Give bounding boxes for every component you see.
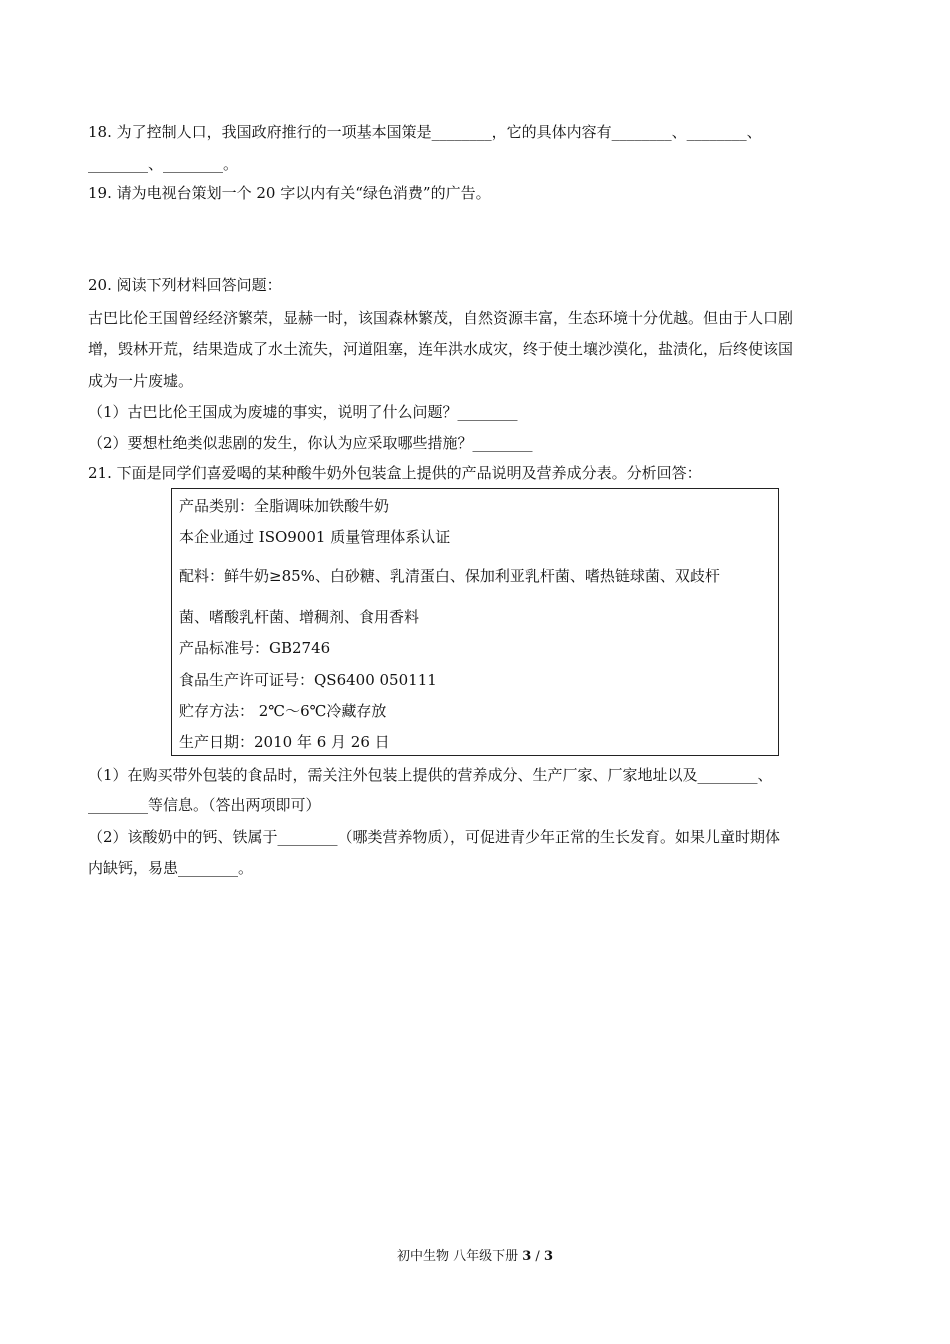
page-footer (0, 1248, 950, 1266)
q18-line-2: ________、________。 (88, 155, 239, 173)
footer-page-current: 3 (522, 1249, 532, 1264)
footer-text: 初中生物 八年级下册 (396, 1249, 523, 1264)
product-date: 生产日期：2010 年 6 月 26 日 (179, 733, 390, 751)
product-info-box (171, 488, 779, 756)
q21-sub-question-1-line-2: ________等信息。（答出两项即可） (88, 796, 321, 814)
product-category: 产品类别：全脂调味加铁酸牛奶 (179, 497, 390, 515)
product-license: 食品生产许可证号：QS6400 050111 (179, 671, 437, 689)
q20-material-line-2: 增，毁林开荒，结果造成了水土流失，河道阻塞，连年洪水成灾，终于使土壤沙漠化，盐渍化，后终使该国 (88, 340, 794, 358)
q20-material-line-3: 成为一片废墟。 (88, 372, 194, 390)
q21-stem: 21. 下面是同学们喜爱喝的某种酸牛奶外包装盒上提供的产品说明及营养成分表。分析回答： (88, 464, 702, 482)
q20-material-line-1: 古巴比伦王国曾经经济繁荣，显赫一时，该国森林繁茂，自然资源丰富，生态环境十分优越。但由于人口剧 (88, 309, 794, 327)
product-ingredients-line-2: 菌、嗜酸乳杆菌、增稠剂、食用香料 (179, 608, 420, 626)
footer-separator: / (531, 1249, 544, 1264)
q21-sub-question-2-line-2: 内缺钙，易患________。 (88, 859, 254, 877)
footer-page-total: 3 (543, 1249, 553, 1264)
q21-sub-question-2-line-1: （2）该酸奶中的钙、铁属于________（哪类营养物质），可促进青少年正常的生长发育。如果儿童时期体 (88, 828, 781, 846)
product-storage: 贮存方法： 2℃～6℃冷藏存放 (179, 702, 387, 720)
product-standard: 产品标准号：GB2746 (179, 639, 331, 657)
q18-line-1: 18. 为了控制人口，我国政府推行的一项基本国策是________，它的具体内容有________、________、 (88, 123, 762, 141)
product-certification: 本企业通过 ISO9001 质量管理体系认证 (179, 528, 451, 546)
q20-sub-question-2: （2）要想杜绝类似悲剧的发生，你认为应采取哪些措施？________ (88, 434, 533, 452)
q21-sub-question-1-line-1: （1）在购买带外包装的食品时，需关注外包装上提供的营养成分、生产厂家、厂家地址以及________、 (88, 766, 773, 784)
q19-line-1: 19. 请为电视台策划一个 20 字以内有关“绿色消费”的广告。 (88, 184, 491, 202)
q20-sub-question-1: （1）古巴比伦王国成为废墟的事实，说明了什么问题？________ (88, 403, 518, 421)
q20-stem: 20. 阅读下列材料回答问题： (88, 276, 282, 294)
product-ingredients-line-1: 配料：鲜牛奶≥85%、白砂糖、乳清蛋白、保加利亚乳杆菌、嗜热链球菌、双歧杆 (179, 567, 720, 585)
